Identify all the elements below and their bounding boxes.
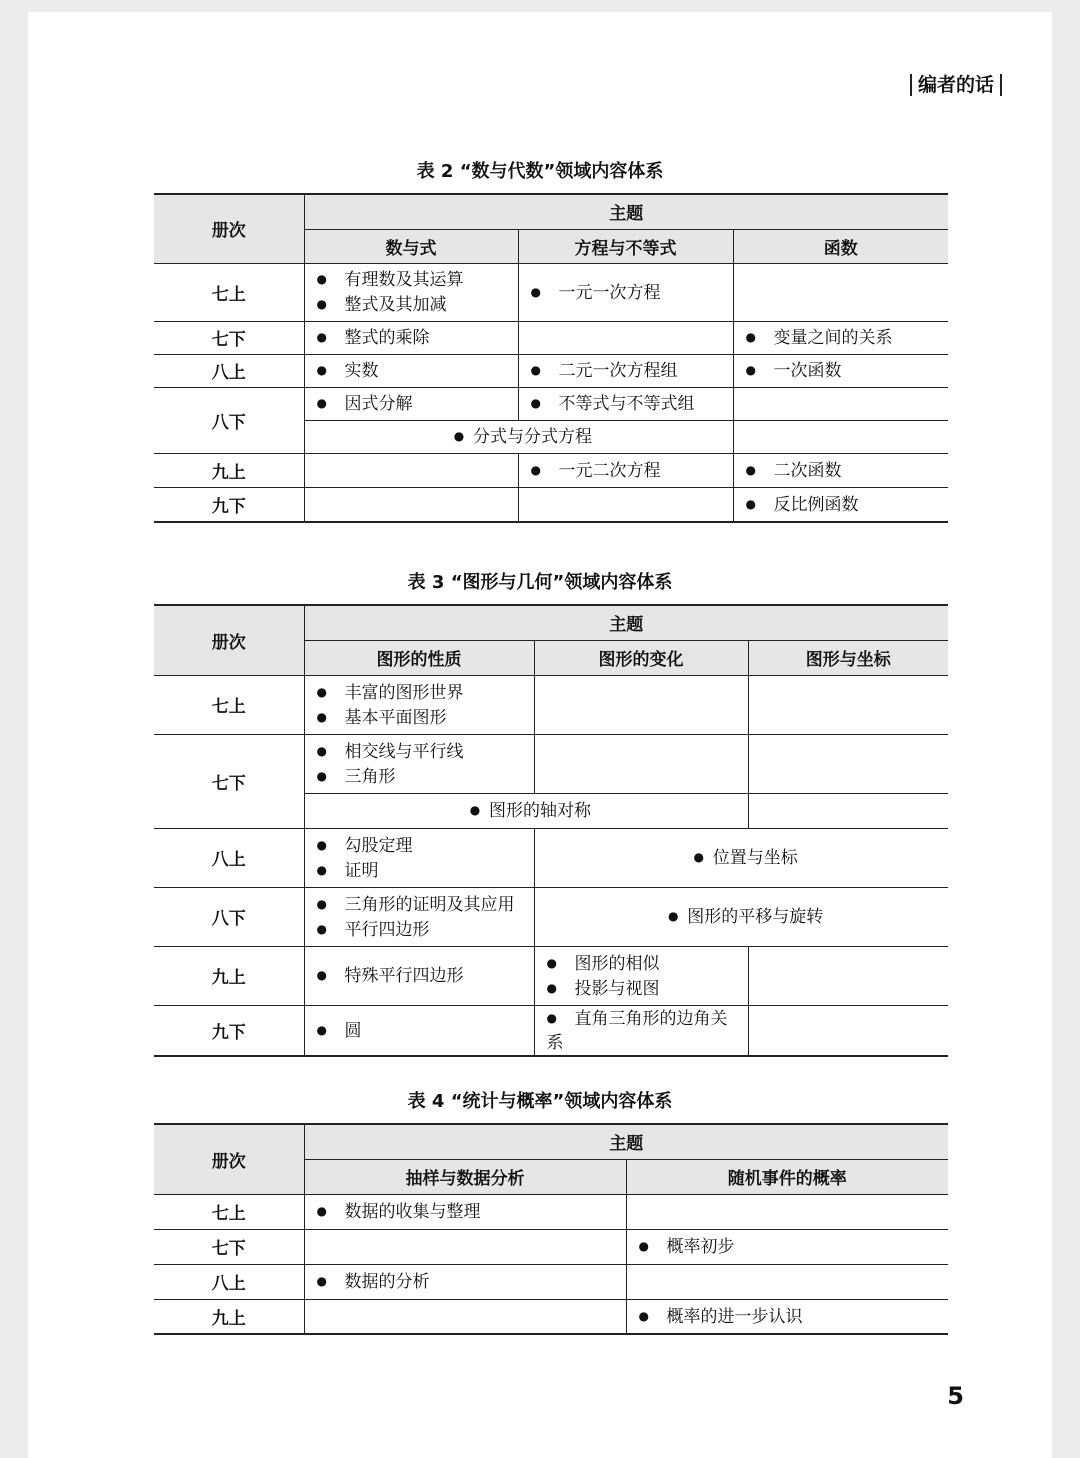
table-row [154, 453, 948, 487]
page-number: 5 [947, 1382, 964, 1410]
table-row [154, 1194, 948, 1229]
document-page [28, 12, 1052, 1458]
empty-cell [748, 734, 948, 793]
table-row [154, 1005, 948, 1056]
list-item: ● 概率的进一步认识 [639, 1304, 941, 1329]
content-cell [304, 887, 534, 946]
list-item: ● 概率初步 [639, 1234, 941, 1259]
table-row [154, 263, 948, 321]
list-item: ● 数据的收集与整理 [317, 1199, 618, 1224]
table-row [154, 887, 948, 946]
vol-cell: 八上 [154, 828, 304, 887]
empty-cell [304, 487, 518, 522]
vol-header: 册次 [154, 605, 304, 675]
list-item: ● 特殊平行四边形 [317, 963, 526, 988]
vol-cell: 八下 [154, 887, 304, 946]
vol-cell: 七下 [154, 321, 304, 354]
vol-cell: 九下 [154, 487, 304, 522]
vol-cell: 九上 [154, 453, 304, 487]
table4-caption: 表 4 “统计与概率”领域内容体系 [407, 1091, 673, 1112]
column-header: 图形的变化 [534, 640, 748, 675]
empty-cell [733, 420, 948, 453]
vol-cell: 九下 [154, 1005, 304, 1056]
list-item: ● 三角形 [317, 764, 526, 789]
content-cell [518, 453, 733, 487]
list-item: ● 相交线与平行线 [317, 739, 526, 764]
content-cell [304, 1264, 626, 1299]
vol-cell: 八下 [154, 387, 304, 453]
content-cell [304, 1005, 534, 1056]
vol-cell: 七上 [154, 1194, 304, 1229]
list-item: ● 一次函数 [746, 358, 941, 383]
content-cell [304, 734, 534, 793]
empty-cell [626, 1194, 948, 1229]
table-row [154, 321, 948, 354]
list-item: ● 图形的平移与旋转 [659, 904, 823, 929]
empty-cell [534, 675, 748, 734]
table2-caption: 表 2 “数与代数”领域内容体系 [416, 161, 664, 182]
table-row [154, 387, 948, 420]
list-item: ● 数据的分析 [317, 1269, 618, 1294]
content-cell [626, 1299, 948, 1334]
table-row [154, 1229, 948, 1264]
list-item: ● 证明 [317, 858, 526, 883]
content-cell [304, 263, 518, 321]
list-item: ● 圆 [317, 1018, 526, 1043]
content-cell [534, 946, 748, 1005]
content-cell [518, 263, 733, 321]
list-item: ● 一元二次方程 [531, 458, 725, 483]
vol-cell: 八上 [154, 354, 304, 387]
list-item: ● 图形的相似 [547, 951, 740, 976]
topic-header: 主题 [304, 194, 948, 229]
empty-cell [748, 1005, 948, 1056]
list-item: ● 图形的轴对称 [461, 798, 591, 823]
content-cell [304, 1194, 626, 1229]
merged-content-cell [534, 887, 948, 946]
column-header: 函数 [733, 229, 948, 263]
list-item: ● 基本平面图形 [317, 705, 526, 730]
vol-cell: 七上 [154, 263, 304, 321]
table-row [154, 1299, 948, 1334]
empty-cell [748, 946, 948, 1005]
content-cell [304, 321, 518, 354]
list-item: ● 不等式与不等式组 [531, 391, 725, 416]
list-item: ● 平行四边形 [317, 917, 526, 942]
list-item: ● 反比例函数 [746, 492, 941, 517]
empty-cell [733, 387, 948, 420]
topic-header: 主题 [304, 1124, 948, 1159]
empty-cell [518, 321, 733, 354]
table2 [154, 193, 948, 523]
table4 [154, 1123, 948, 1335]
list-item: ● 有理数及其运算 [317, 267, 510, 292]
vol-cell: 八上 [154, 1264, 304, 1299]
vol-cell: 九上 [154, 1299, 304, 1334]
table3-caption: 表 3 “图形与几何”领域内容体系 [407, 572, 673, 593]
empty-cell [304, 1229, 626, 1264]
content-cell [304, 946, 534, 1005]
content-cell [304, 387, 518, 420]
list-item: ● 三角形的证明及其应用 [317, 892, 526, 917]
column-header: 图形的性质 [304, 640, 534, 675]
list-item: ● 二元一次方程组 [531, 358, 725, 383]
empty-cell [748, 675, 948, 734]
list-item: ● 整式的乘除 [317, 325, 510, 350]
vol-cell: 九上 [154, 946, 304, 1005]
list-item: ● 变量之间的关系 [746, 325, 941, 350]
table-row [154, 828, 948, 887]
vol-cell: 七下 [154, 734, 304, 828]
list-item: ● 位置与坐标 [685, 845, 798, 870]
table-row [154, 946, 948, 1005]
table3 [154, 604, 948, 1057]
list-item: ● 直角三角形的边角关系 [547, 1006, 740, 1055]
content-cell [626, 1229, 948, 1264]
merged-content-cell [534, 828, 948, 887]
column-header: 随机事件的概率 [626, 1159, 948, 1194]
content-cell [733, 354, 948, 387]
content-cell [304, 354, 518, 387]
content-cell [518, 354, 733, 387]
empty-cell [518, 487, 733, 522]
content-cell [733, 453, 948, 487]
empty-cell [733, 263, 948, 321]
list-item: ● 二次函数 [746, 458, 941, 483]
empty-cell [304, 453, 518, 487]
vol-cell: 七上 [154, 675, 304, 734]
list-item: ● 投影与视图 [547, 976, 740, 1001]
list-item: ● 分式与分式方程 [445, 424, 592, 449]
vol-header: 册次 [154, 194, 304, 263]
table-row [154, 487, 948, 522]
content-cell [534, 1005, 748, 1056]
topic-header: 主题 [304, 605, 948, 640]
list-item: ● 勾股定理 [317, 833, 526, 858]
list-item: ● 实数 [317, 358, 510, 383]
column-header: 方程与不等式 [518, 229, 733, 263]
content-cell [304, 675, 534, 734]
content-cell [304, 828, 534, 887]
column-header: 图形与坐标 [748, 640, 948, 675]
table-row [154, 354, 948, 387]
empty-cell [748, 793, 948, 828]
column-header: 数与式 [304, 229, 518, 263]
running-header: 编者的话 [910, 74, 1002, 96]
vol-cell: 七下 [154, 1229, 304, 1264]
list-item: ● 一元一次方程 [531, 280, 725, 305]
content-cell [733, 487, 948, 522]
list-item: ● 整式及其加减 [317, 292, 510, 317]
column-header: 抽样与数据分析 [304, 1159, 626, 1194]
list-item: ● 丰富的图形世界 [317, 680, 526, 705]
content-cell [518, 387, 733, 420]
empty-cell [534, 734, 748, 793]
list-item: ● 因式分解 [317, 391, 510, 416]
empty-cell [304, 1299, 626, 1334]
merged-content-cell [304, 793, 748, 828]
empty-cell [626, 1264, 948, 1299]
table-row [154, 734, 948, 793]
content-cell [733, 321, 948, 354]
table-row [154, 1264, 948, 1299]
table-row [154, 675, 948, 734]
vol-header: 册次 [154, 1124, 304, 1194]
merged-content-cell [304, 420, 733, 453]
